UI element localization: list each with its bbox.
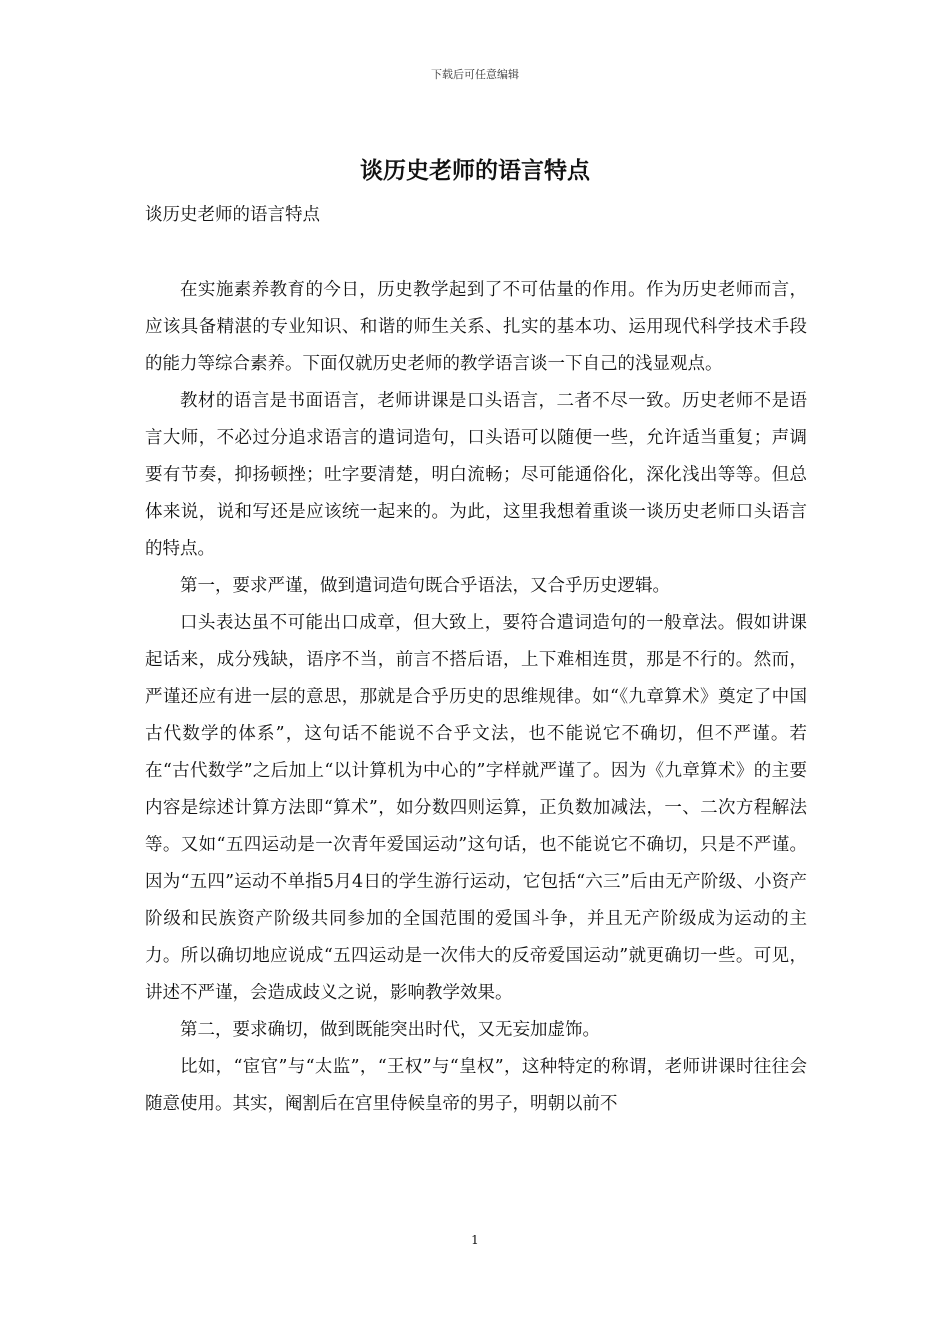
document-subtitle: 谈历史老师的语言特点 — [145, 205, 320, 225]
paragraph: 教材的语言是书面语言，老师讲课是口头语言，二者不尽一致。历史老师不是语言大师，不必过分追求语言的遣词造句，口头语可以随便一些，允许适当重复；声调要有节奏，抑扬顿挫；吐字要清楚，明白流畅；尽可能通俗化，深化浅出等等。但总体来说，说和写还是应该统一起来的。为此，这里我想着重谈一谈历史老师口头语言的特点。 — [145, 391, 807, 559]
paragraph: 在实施素养教育的今日，历史教学起到了不可估量的作用。作为历史老师而言，应该具备精湛的专业知识、和谐的师生关系、扎实的基本功、运用现代科学技术手段的能力等综合素养。下面仅就历史老师的教学语言谈一下自己的浅显观点。 — [145, 280, 807, 374]
paragraph: 口头表达虽不可能出口成章，但大致上，要符合遣词造句的一般章法。假如讲课起话来，成分残缺，语序不当，前言不搭后语，上下难相连贯，那是不行的。然而，严谨还应有进一层的意思，那就是合乎历史的思维规律。如“《九章算术》奠定了中国古代数学的体系”，这句话不能说不合乎文法，也不能说它不确切，但不严谨。若在“古代数学”之后加上“以计算机为中心的”字样就严谨了。因为《九章算术》的主要内容是综述计算方法即“算术”，如分数四则运算，正负数加减法，一、二次方程解法等。又如“五四运动是一次青年爱国运动”这句话，也不能说它不确切，只是不严谨。因为“五四”运动不单指5月4日的学生游行运动，它包括“六三”后由无产阶级、小资产阶级和民族资产阶级共同参加的全国范围的爱国斗争，并且无产阶级成为运动的主力。所以确切地应说成“五四运动是一次伟大的反帝爱国运动”就更确切一些。可见，讲述不严谨，会造成歧义之说，影响教学效果。 — [145, 613, 807, 1003]
header-note: 下载后可任意编辑 — [431, 68, 519, 81]
paragraph: 比如，“宦官”与“太监”，“王权”与“皇权”，这种特定的称谓，老师讲课时往往会随意使用。其实，阉割后在宫里侍候皇帝的男子，明朝以前不 — [145, 1057, 807, 1114]
paragraph: 第二，要求确切，做到既能突出时代，又无妄加虚饰。 — [180, 1020, 600, 1040]
paragraph: 第一，要求严谨，做到遣词造句既合乎语法，又合乎历史逻辑。 — [180, 576, 670, 596]
document-title: 谈历史老师的语言特点 — [360, 157, 590, 184]
document-body — [145, 272, 807, 1123]
page-number: 1 — [471, 1233, 479, 1247]
